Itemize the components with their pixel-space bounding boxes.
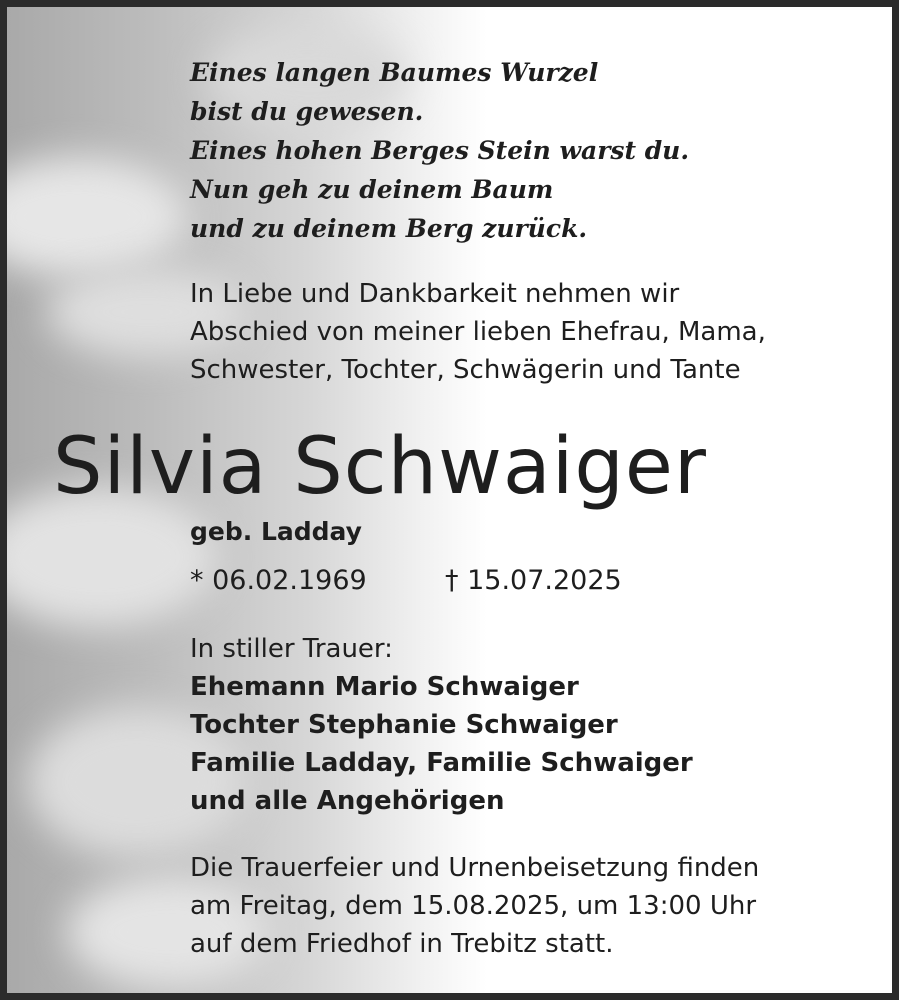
poem-line: und zu deinem Berg zurück. (190, 214, 588, 243)
death-date: † 15.07.2025 (445, 565, 622, 596)
mourners (190, 630, 693, 820)
funeral-info (190, 849, 759, 963)
funeral-info-line: auf dem Friedhof in Trebitz statt. (190, 929, 614, 959)
poem-line: Eines hohen Berges Stein warst du. (190, 136, 690, 165)
intro-text (190, 275, 766, 389)
intro-line: Abschied von meiner lieben Ehefrau, Mama, (190, 317, 766, 347)
poem-line: bist du gewesen. (190, 97, 424, 126)
obituary-notice (7, 7, 892, 993)
poem-line: Eines langen Baumes Wurzel (190, 58, 599, 87)
mourner: Ehemann Mario Schwaiger (190, 672, 579, 702)
intro-line: In Liebe und Dankbarkeit nehmen wir (190, 279, 680, 309)
poem (190, 53, 689, 248)
mourner: und alle Angehörigen (190, 786, 505, 816)
intro-line: Schwester, Tochter, Schwägerin und Tante (190, 355, 741, 385)
cloud-background (7, 157, 187, 277)
deceased-name: Silvia Schwaiger (53, 422, 707, 512)
funeral-info-line: Die Trauerfeier und Urnenbeisetzung finden (190, 853, 760, 883)
funeral-info-line: am Freitag, dem 15.08.2025, um 13:00 Uhr (190, 891, 757, 921)
birth-date: * 06.02.1969 (190, 565, 367, 596)
mourners-heading: In stiller Trauer: (190, 634, 393, 664)
poem-line: Nun geh zu deinem Baum (190, 175, 554, 204)
life-dates (190, 565, 622, 596)
mourner: Tochter Stephanie Schwaiger (190, 710, 618, 740)
mourner: Familie Ladday, Familie Schwaiger (190, 748, 693, 778)
birth-name: geb. Ladday (190, 517, 362, 546)
